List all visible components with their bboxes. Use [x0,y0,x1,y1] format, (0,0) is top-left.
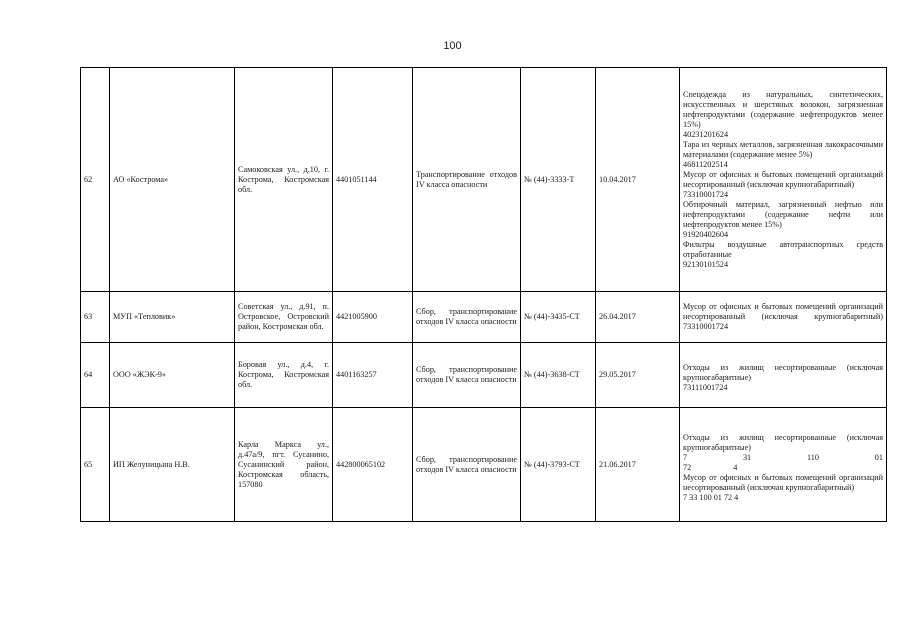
organization-address: Самоковская ул., д.10, г. Кострома, Костромская обл. [235,68,333,292]
license-number: № (44)-3793-СТ [521,408,596,522]
license-date: 10.04.2017 [596,68,680,292]
activity-type: Сбор, транспортирование отходов IV класса опасности [413,408,521,522]
table-row [81,68,887,292]
row-number: 63 [81,292,110,343]
waste-list [680,343,887,408]
page-number: 100 [443,40,462,52]
waste-item-code: 46811202514 [683,159,728,169]
row-number: 62 [81,68,110,292]
organization-address: Боровая ул., д.4, г. Кострома, Костромская обл. [235,343,333,408]
waste-list [680,408,887,522]
organization-name: ООО «ЖЭК-9» [110,343,235,408]
license-number: № (44)-3333-Т [521,68,596,292]
activity-type: Транспортирование отходов IV класса опасности [413,68,521,292]
waste-item-code: 40231201624 [683,129,729,139]
waste-item-text: Мусор от офисных и бытовых помещений организаций несортированный (исключая крупногабаритный) 73310001724 [683,302,883,331]
waste-list [680,292,887,343]
waste-item-text: Отходы из жилищ несортированные (исключая крупногабаритные) [683,432,883,452]
table-row [81,408,887,522]
activity-type: Сбор, транспортирование отходов IV класса опасности [413,292,521,343]
waste-item-code: 73111001724 [683,383,728,392]
waste-item-text: Мусор от офисных и бытовых помещений организаций несортированный (исключая крупногабаритный) [683,472,883,492]
inn-number: 4401163257 [333,343,413,408]
row-number: 64 [81,343,110,408]
organization-name: ИП Желуницына Н.В. [110,408,235,522]
waste-item-code: 73310001724 [683,189,729,199]
license-date: 29.05.2017 [596,343,680,408]
waste-item-code: 7 31 110 01 72 4 [683,452,883,472]
waste-item-text: Обтирочный материал, загрязненный нефтью или нефтепродуктами (содержание нефти или нефтепродуктов менее 15%) [683,199,883,229]
table-row [81,292,887,343]
waste-list [680,68,887,292]
waste-item-text: Тара из черных металлов, загрязненная лакокрасочными материалами (содержание менее 5%) [683,139,883,159]
waste-item-code: 91920402604 [683,229,729,239]
inn-number: 442800065102 [333,408,413,522]
license-number: № (44)-3435-СТ [521,292,596,343]
waste-item-code: 7 33 100 01 72 4 [683,492,739,502]
organization-name: МУП «Тепловик» [110,292,235,343]
waste-item-text: Отходы из жилищ несортированные (исключая крупногабаритные) [683,363,883,382]
license-registry-table [80,67,887,522]
waste-item-code: 92130101524 [683,259,729,269]
license-number: № (44)-3638-СТ [521,343,596,408]
activity-type: Сбор, транспортирование отходов IV класса опасности [413,343,521,408]
inn-number: 4401051144 [333,68,413,292]
waste-item-text: Фильтры воздушные автотранспортных средств отработанные [683,239,883,259]
organization-address: Карла Маркса ул., д.47а/9, пгт. Сусанино, Сусанинский район, Костромская область, 157080 [235,408,333,522]
license-date: 26.04.2017 [596,292,680,343]
organization-address: Советская ул., д.91, п. Островское, Островский район, Костромская обл. [235,292,333,343]
waste-item-text: Мусор от офисных и бытовых помещений организаций несортированный (исключая крупногабаритный) [683,169,883,189]
inn-number: 4421005900 [333,292,413,343]
row-number: 65 [81,408,110,522]
table-row [81,343,887,408]
organization-name: АО «Кострома» [110,68,235,292]
license-date: 21.06.2017 [596,408,680,522]
waste-item-text: Спецодежда из натуральных, синтетических, искусственных и шерстяных волокон, загрязненная нефтепродуктами (содержание нефтепродуктов менее 15%) [683,89,883,129]
